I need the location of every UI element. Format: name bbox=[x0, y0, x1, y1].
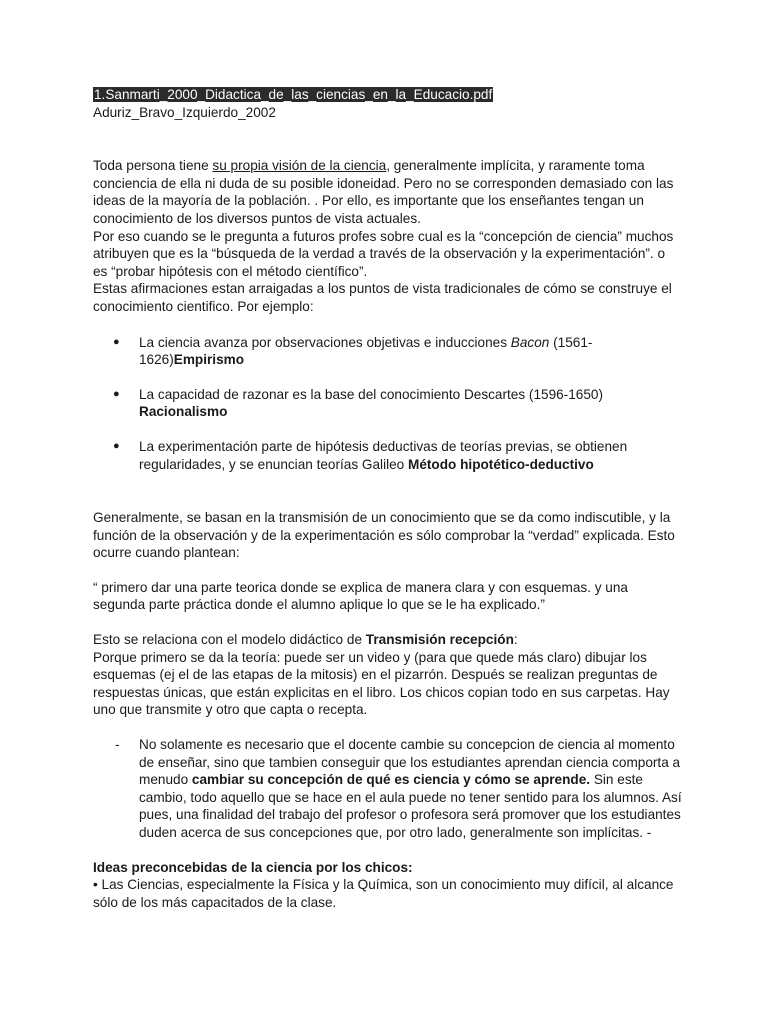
ideas-heading: Ideas preconcebidas de la ciencia por los chicos: bbox=[93, 859, 413, 875]
bullet-icon: ● bbox=[113, 439, 120, 452]
paragraph-1: Toda persona tiene su propia visión de la ciencia, generalmente implícita, y raramente toma conciencia de ella ni duda de su posible idoneidad. Pero no se corresponden demasiado con las ideas de la mayoría de la población. . Por ello, es importante que los enseñantes tengan un conocimiento de los diversos puntos de vista actuales. bbox=[93, 158, 674, 226]
document-body bbox=[93, 86, 683, 911]
dash-icon: - bbox=[115, 737, 120, 753]
paragraph-5: Esto se relaciona con el modelo didáctico de Transmisión recepción: bbox=[93, 632, 518, 648]
author-line: Aduriz_Bravo_Izquierdo_2002 bbox=[93, 104, 276, 120]
paragraph-3: Estas afirmaciones estan arraigadas a los puntos de vista tradicionales de cómo se construye el conocimiento cientifico. Por ejemplo: bbox=[93, 281, 672, 314]
paragraph-6: Porque primero se da la teoría: puede ser un video y (para que quede más claro) dibujar los esquemas (ej el de las etapas de la mitosis) en el pizarrón. Después se realizan preguntas de respuestas únicas, que están explicitas en el libro. Los chicos copian todo en sus carpetas. Hay uno que transmite y otro que capta o recepta. bbox=[93, 649, 670, 718]
paragraph-2: Por eso cuando se le pregunta a futuros profes sobre cual es la “concepción de ciencia” muchos atribuyen que es la “búsqueda de la verdad a través de la observación y la experimentación”. o es “probar hipótesis con el método científico”. bbox=[93, 228, 674, 279]
list-item: ● La ciencia avanza por observaciones objetivas e inducciones Bacon (1561-1626)Empirismo bbox=[113, 334, 593, 368]
paragraph-4: Generalmente, se basan en la transmisión de un conocimiento que se da como indiscutible, y la función de la observación y de la experimentación es sólo comprobar la “verdad” explicada. Esto ocurre cuando plantean: bbox=[93, 510, 675, 561]
list-item: ● La capacidad de razonar es la base del conocimiento Descartes (1596-1650) Racionalismo bbox=[113, 386, 603, 420]
concepts-list bbox=[93, 334, 683, 474]
list-item: ● La experimentación parte de hipótesis deductivas de teorías previas, se obtienen regularidades, y se enuncian teorías Galileo Método hipotético-deductivo bbox=[113, 438, 628, 472]
underlined-phrase: su propia visión de la ciencia bbox=[212, 158, 387, 174]
bullet-icon: ● bbox=[113, 387, 120, 400]
quote-paragraph: “ primero dar una parte teorica donde se explica de manera clara y con esquemas. y una segunda parte práctica donde el alumno aplique lo que se le ha explicado.” bbox=[93, 579, 628, 613]
file-title: 1.Sanmarti_2000_Didactica_de_las_ciencias_en_la_Educacio.pdf bbox=[94, 87, 493, 102]
file-title-line bbox=[93, 86, 683, 104]
bullet-icon: ● bbox=[113, 335, 120, 348]
ideas-item: • Las Ciencias, especialmente la Física y la Química, son un conocimiento muy difícil, al alcance sólo de los más capacitados de la clase. bbox=[93, 877, 674, 910]
list-item: - No solamente es necesario que el docente cambie su concepcion de ciencia al momento de enseñar, sino que tambien conseguir que los estudiantes aprendan ciencia comporta a menudo cambiar su concepción de qué es ciencia y cómo se aprende. Sin este cambio, todo aquello que se hace en el aula puede no tener sentido para los alumnos. Así pues, una finalidad del trabajo del profesor o profesora será promover que los estudiantes duden acerca de sus concepciones que, por otro lado, generalmente son implícitas. - bbox=[115, 737, 682, 840]
dash-list bbox=[93, 736, 683, 842]
